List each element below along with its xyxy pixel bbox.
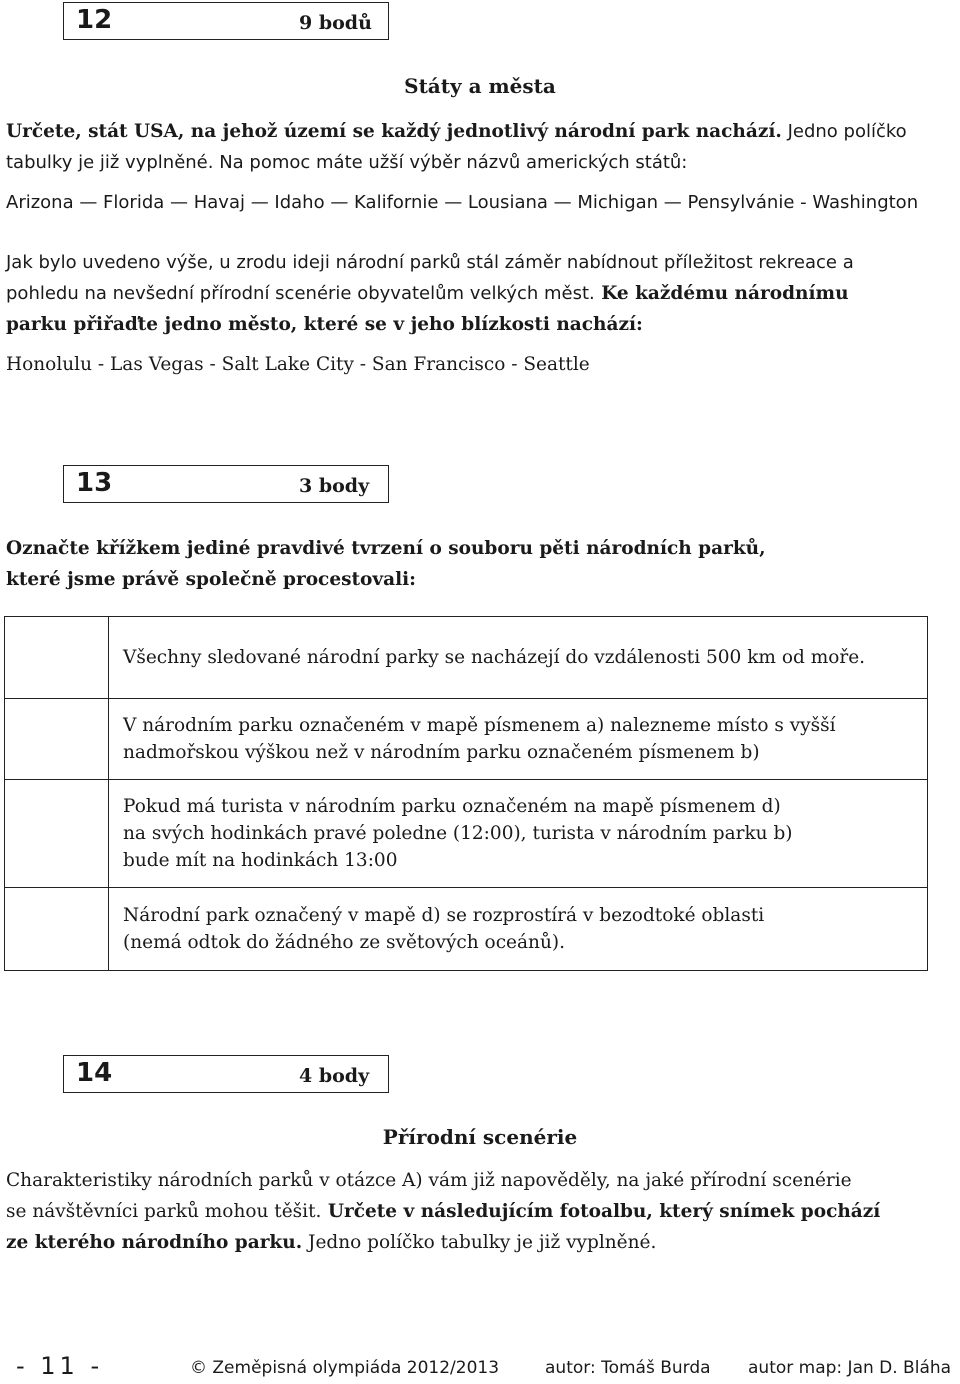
q12-intro-rest-2: tabulky je již vyplněné.	[6, 152, 214, 173]
q14-line3-bold: ze kterého národního parku.	[6, 1232, 303, 1253]
statement-line: Všechny sledované národní parky se nacházejí do vzdálenosti 500 km od moře.	[123, 647, 866, 668]
statement-row	[5, 699, 928, 780]
q13-instruction-line1: Označte křížkem jediné pravdivé tvrzení o souboru pěti národních parků,	[6, 538, 766, 559]
question-number: 13	[76, 468, 113, 498]
q12-intro-bold: Určete, stát USA, na jehož území se každý jednotlivý národní park nachází.	[6, 121, 782, 142]
statement-line: Pokud má turista v národním parku označeném na mapě písmenem d)	[123, 796, 781, 817]
statement-row	[5, 780, 928, 888]
q13-instruction	[6, 533, 946, 595]
question-14-header	[63, 1055, 389, 1093]
question-points: 3 body	[299, 475, 370, 497]
cities-list: Honolulu - Las Vegas - Salt Lake City - San Francisco - Seattle	[6, 354, 590, 375]
statement-row	[5, 888, 928, 971]
footer-map-author: autor map: Jan D. Bláha	[748, 1358, 952, 1378]
q14-line2-plain: se návštěvníci parků mohou těšit.	[6, 1201, 322, 1222]
question-points: 9 bodů	[299, 12, 372, 34]
q14-paragraph	[6, 1166, 946, 1258]
question-points: 4 body	[299, 1065, 370, 1087]
footer-author: autor: Tomáš Burda	[545, 1358, 711, 1378]
states-list: Arizona — Florida — Havaj — Idaho — Kalifornie — Lousiana — Michigan — Pensylvánie - Washington	[6, 192, 919, 213]
statement-text	[109, 617, 928, 699]
checkbox-cell[interactable]	[5, 780, 109, 888]
question-13-header	[63, 465, 389, 503]
statement-line: na svých hodinkách pravé poledne (12:00), turista v národním parku b)	[123, 823, 793, 844]
statement-line: nadmořskou výškou než v národním parku označeném písmenem b)	[123, 742, 760, 763]
checkbox-cell[interactable]	[5, 617, 109, 699]
footer-copyright: © Zeměpisná olympiáda 2012/2013	[190, 1358, 500, 1378]
q14-line3-plain: Jedno políčko tabulky je již vyplněné.	[302, 1232, 657, 1253]
section-title-states-cities: Státy a města	[404, 74, 556, 98]
statement-text	[109, 699, 928, 780]
q12-para-line2: pohledu na nevšední přírodní scenérie obyvatelům velkých měst.	[6, 283, 595, 304]
checkbox-cell[interactable]	[5, 699, 109, 780]
q12-intro-rest-3: Na pomoc máte užší výběr názvů amerických států:	[213, 152, 688, 173]
statement-text	[109, 888, 928, 971]
question-12-header	[63, 2, 389, 40]
statement-row	[5, 617, 928, 699]
statements-table	[4, 616, 928, 971]
q12-intro	[6, 116, 946, 178]
q12-para-bold-2: parku přiřaďte jedno město, které se v jeho blízkosti nachází:	[6, 314, 643, 335]
question-number: 12	[76, 5, 113, 35]
checkbox-cell[interactable]	[5, 888, 109, 971]
statement-line: bude mít na hodinkách 13:00	[123, 850, 398, 871]
q12-para-line1: Jak bylo uvedeno výše, u zrodu ideji národní parků stál záměr nabídnout příležitost rekreace a	[6, 252, 854, 273]
q12-paragraph	[6, 248, 946, 340]
q12-intro-rest-1: Jedno políčko	[781, 121, 907, 142]
q14-line1: Charakteristiky národních parků v otázce A) vám již napověděly, na jaké přírodní scenérie	[6, 1170, 852, 1191]
statement-line: (nemá odtok do žádného ze světových oceánů).	[123, 932, 565, 953]
statement-line: V národním parku označeném v mapě písmenem a) nalezneme místo s vyšší	[123, 715, 836, 736]
statement-text	[109, 780, 928, 888]
q12-para-bold-1: Ke každému národnímu	[594, 283, 849, 304]
question-number: 14	[76, 1058, 113, 1088]
q13-instruction-line2: které jsme právě společně procestovali:	[6, 569, 417, 590]
page-footer	[0, 1352, 960, 1384]
page-number: - 11 -	[16, 1352, 104, 1380]
section-title-natural-scenery: Přírodní scenérie	[382, 1125, 578, 1149]
statement-line: Národní park označený v mapě d) se rozprostírá v bezodtoké oblasti	[123, 905, 765, 926]
q14-line2-bold: Určete v následujícím fotoalbu, který snímek pochází	[321, 1201, 881, 1222]
